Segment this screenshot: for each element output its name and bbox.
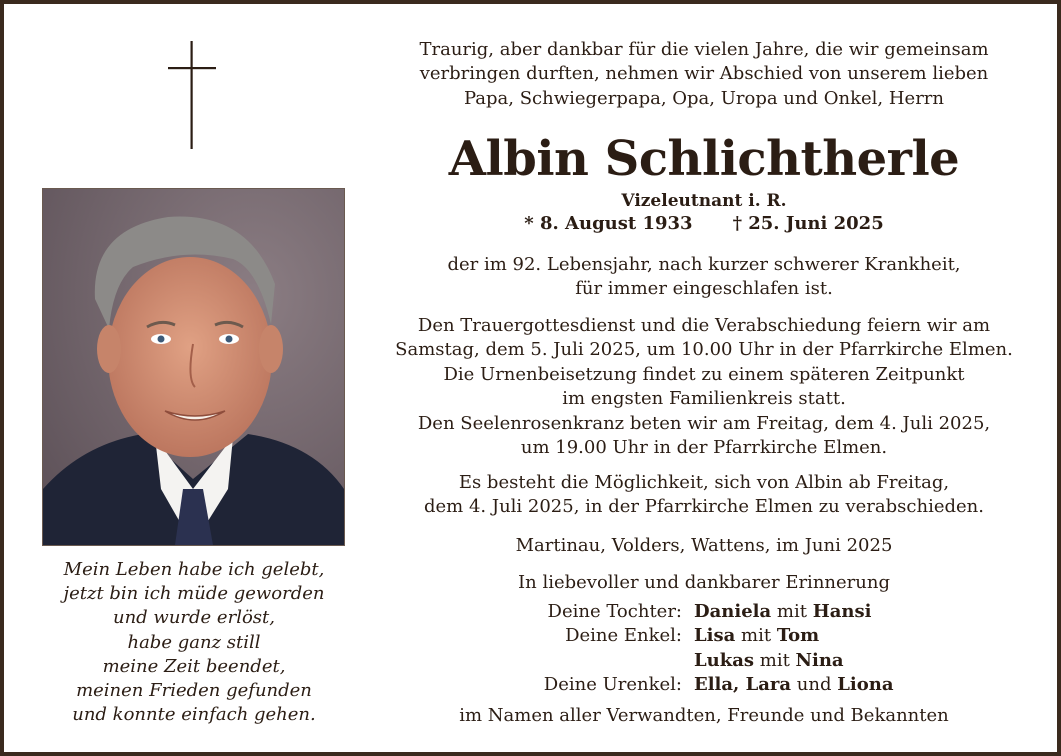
family-joiner: mit (759, 649, 790, 671)
family-list (444, 600, 1004, 697)
family-name: Hansi (812, 601, 872, 622)
text-line: im Namen aller Verwandten, Freunde und Bekannten (459, 705, 949, 726)
intro-line: verbringen durften, nehmen wir Abschied von unserem lieben (419, 63, 989, 85)
text-line: dem 4. Juli 2025, in der Pfarrkirche Elmen zu verabschieden. (424, 496, 984, 518)
portrait-photo (42, 188, 345, 546)
family-name: Liona (837, 673, 894, 695)
family-joiner: und (796, 673, 832, 695)
poem-line: meine Zeit beendet, (102, 655, 286, 677)
family-row (444, 673, 1004, 697)
text-line: Samstag, dem 5. Juli 2025, um 10.00 Uhr in der Pfarrkirche Elmen. (395, 339, 1013, 361)
cross-icon (168, 41, 216, 149)
text-line: Die Urnenbeisetzung findet zu einem späteren Zeitpunkt (443, 363, 965, 385)
text-line: der im 92. Lebensjahr, nach kurzer schwerer Krankheit, (447, 254, 961, 275)
family-name: Nina (795, 649, 844, 671)
memory-line (364, 571, 1044, 595)
family-relation: Deine Enkel: (565, 625, 682, 647)
text-line: In liebevoller und dankbarer Erinnerung (518, 572, 890, 593)
family-joiner: mit (776, 601, 807, 622)
poem-line: meinen Frieden gefunden (76, 680, 312, 702)
text-line: für immer eingeschlafen ist. (575, 278, 833, 300)
poem (24, 558, 364, 727)
poem-line: habe ganz still (127, 631, 261, 653)
closing-line (364, 704, 1044, 728)
poem-line: jetzt bin ich müde geworden (63, 583, 325, 605)
text-line: Den Seelenrosenkranz beten wir am Freitag, dem 4. Juli 2025, (417, 412, 991, 434)
intro-text (364, 38, 1044, 111)
death-date: † 25. Juni 2025 (732, 213, 884, 234)
farewell-details (364, 471, 1044, 520)
family-row (444, 600, 1004, 624)
intro-line: Traurig, aber dankbar für die vielen Jahre, die wir gemeinsam (419, 39, 989, 60)
family-relation: Deine Urenkel: (543, 673, 682, 695)
poem-line: Mein Leben habe ich gelebt, (63, 559, 325, 580)
family-name: Lisa (694, 625, 736, 647)
text-line: Martinau, Volders, Wattens, im Juni 2025 (515, 535, 893, 556)
family-name: Lukas (694, 649, 755, 671)
family-relation: Deine Tochter: (547, 601, 682, 622)
service-details (364, 314, 1044, 460)
place-date (364, 534, 1044, 558)
family-joiner: mit (741, 625, 772, 647)
poem-line: und wurde erlöst, (113, 607, 275, 629)
birth-date: * 8. August 1933 (524, 213, 693, 234)
family-relation (444, 649, 694, 673)
poem-line: und konnte einfach gehen. (72, 704, 316, 726)
deceased-name: Albin Schlichtherle (448, 131, 960, 187)
rank-title: Vizeleutnant i. R. (621, 191, 787, 211)
text-line: Den Trauergottesdienst und die Verabschiedung feiern wir am (417, 315, 991, 336)
life-dates (364, 211, 1044, 237)
family-name: Ella, Lara (694, 673, 792, 695)
intro-line: Papa, Schwiegerpapa, Opa, Uropa und Onkel, Herrn (463, 87, 944, 109)
family-name: Daniela (694, 601, 772, 622)
family-row (444, 649, 1004, 673)
family-name: Tom (776, 625, 820, 647)
death-notice-text (364, 253, 1044, 302)
text-line: im engsten Familienkreis statt. (562, 388, 846, 410)
text-line: Es besteht die Möglichkeit, sich von Albin ab Freitag, (458, 472, 950, 493)
text-line: um 19.00 Uhr in der Pfarrkirche Elmen. (520, 437, 888, 459)
family-row (444, 624, 1004, 648)
